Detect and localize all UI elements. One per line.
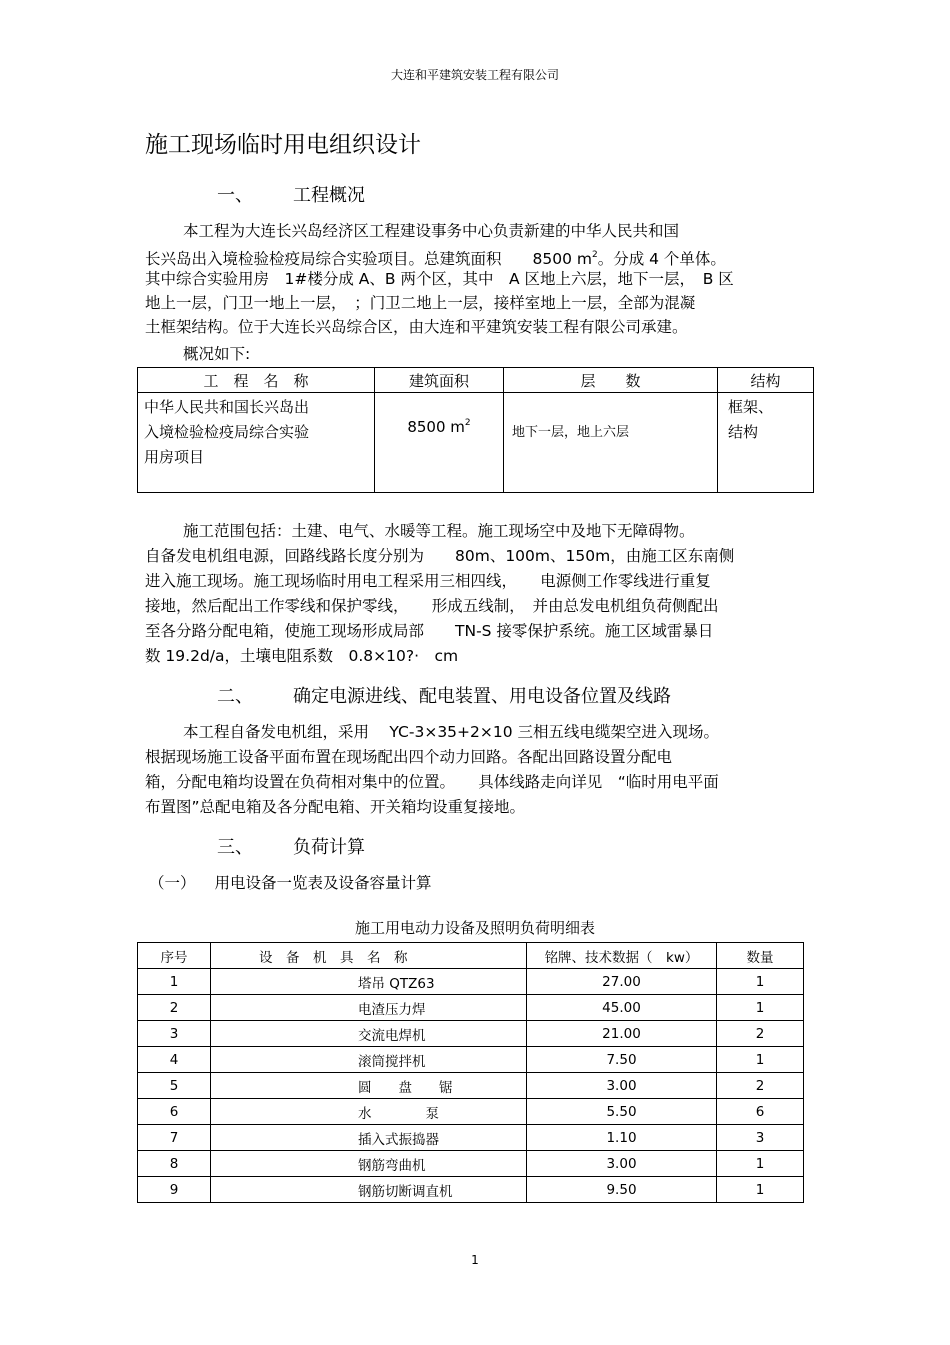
quantity-cell: 1 [717,1177,804,1203]
quantity-cell: 1 [717,995,804,1021]
table-row [138,969,804,995]
rating-cell: 3.00 [527,1151,717,1177]
section-title: 工程概况 [293,185,365,206]
area-cell [375,393,504,493]
overview-line: 地上一层，门卫一地上一层， ；门卫二地上一层，接样室地上一层，全部为混凝 [145,294,696,312]
quantity-cell: 6 [717,1099,804,1125]
structure-cell [718,393,814,493]
rating-cell: 45.00 [527,995,717,1021]
power-line: 根据现场施工设备平面布置在现场配出四个动力回路。各配出回路设置分配电 [145,748,673,766]
table-row [138,1125,804,1151]
power-line: 本工程自备发电机组，采用 YC-3×35+2×10 三相五线电缆架空进入现场。 [183,723,720,741]
row-number-cell: 5 [138,1073,211,1099]
row-number-cell: 7 [138,1125,211,1151]
quantity-cell: 2 [717,1073,804,1099]
power-line: 布置图”总配电箱及各分配电箱、开关箱均设重复接地。 [145,798,526,816]
project-overview-table [137,367,814,493]
quantity-cell: 1 [717,1151,804,1177]
rating-cell: 1.10 [527,1125,717,1151]
table-row [138,1099,804,1125]
cell-line: 框架、 [728,398,774,416]
scope-line: 施工范围包括：土建、电气、水暖等工程。施工现场空中及地下无障碍物。 [183,522,695,540]
section-title: 负荷计算 [293,837,365,858]
equipment-name-cell: 电渣压力焊 [211,995,527,1021]
rating-cell: 3.00 [527,1073,717,1099]
overview-text: 长兴岛出入境检验检疫局综合实验项目。总建筑面积 8500 m [145,250,592,268]
equipment-name-cell: 水 泵 [211,1099,527,1125]
project-name-cell [138,393,375,493]
scope-line: 接地，然后配出工作零线和保护零线， 形成五线制， 并由总发电机组负荷侧配出 [145,597,719,615]
area-value: 8500 m [407,418,465,436]
quantity-cell: 2 [717,1021,804,1047]
cell-line: 结构 [728,423,759,441]
equipment-name-cell: 圆 盘 锯 [211,1073,527,1099]
quantity-cell: 1 [717,1047,804,1073]
row-number-cell: 3 [138,1021,211,1047]
table-row [138,1073,804,1099]
scope-line: 至各分路分配电箱，使施工现场形成局部 TN-S 接零保护系统。施工区域雷暴日 [145,622,714,640]
page-header: 大连和平建筑安装工程有限公司 [390,68,559,82]
superscript: 2 [591,250,598,260]
table-header-row [138,943,804,969]
equipment-name-cell: 交流电焊机 [211,1021,527,1047]
table-row [138,393,814,493]
column-header: 序号 [138,943,211,969]
table-row [138,1151,804,1177]
equipment-name-cell: 滚筒搅拌机 [211,1047,527,1073]
rating-cell: 21.00 [527,1021,717,1047]
column-header: 建筑面积 [375,368,504,393]
equipment-name-cell: 插入式振捣器 [211,1125,527,1151]
scope-line: 自备发电机组电源，回路线路长度分别为 80m、100m、150m，由施工区东南侧 [145,547,735,565]
column-header: 结构 [718,368,814,393]
overview-line: 其中综合实验用房 1#楼分成 A、B 两个区，其中 A 区地上六层，地下一层， B 区 [145,270,734,288]
row-number-cell: 6 [138,1099,211,1125]
subsection-title: 用电设备一览表及设备容量计算 [214,874,432,892]
section-number: 一、 [217,185,253,206]
quantity-cell: 1 [717,969,804,995]
equipment-name-cell: 钢筋弯曲机 [211,1151,527,1177]
table-row [138,995,804,1021]
overview-line: 本工程为大连长兴岛经济区工程建设事务中心负责新建的中华人民共和国 [183,222,680,240]
rating-cell: 5.50 [527,1099,717,1125]
overview-line: 土框架结构。位于大连长兴岛综合区，由大连和平建筑安装工程有限公司承建。 [145,318,688,336]
equipment-name-cell: 塔吊 QTZ63 [211,969,527,995]
rating-cell: 27.00 [527,969,717,995]
column-header: 数量 [717,943,804,969]
equipment-load-table [137,942,804,1203]
subsection-number: （一） [149,874,196,892]
floors-cell: 地下一层，地上六层 [504,393,718,493]
cell-line: 用房项目 [144,448,205,466]
column-header: 工 程 名 称 [138,368,375,393]
overview-line: 概况如下: [183,345,251,363]
section-title: 确定电源进线、配电装置、用电设备位置及线路 [293,686,671,707]
section-number: 二、 [217,686,253,707]
quantity-cell: 3 [717,1125,804,1151]
scope-line: 数 19.2d/a，土壤电阻系数 0.8×10?· cm [145,647,459,665]
page-number: 1 [471,1253,479,1267]
table-header-row [138,368,814,393]
row-number-cell: 2 [138,995,211,1021]
row-number-cell: 8 [138,1151,211,1177]
cell-line: 入境检验检疫局综合实验 [144,423,310,441]
subsection-heading [149,871,431,893]
scope-line: 进入施工现场。施工现场临时用电工程采用三相四线， 电源侧工作零线进行重复 [145,572,711,590]
table-row [138,1047,804,1073]
table-row [138,1021,804,1047]
power-line: 箱，分配电箱均设置在负荷相对集中的位置。 具体线路走向详见 “临时用电平面 [145,773,719,791]
column-header: 层 数 [504,368,718,393]
table-row [138,1177,804,1203]
row-number-cell: 4 [138,1047,211,1073]
column-header: 铭牌、技术数据（ kw） [527,943,717,969]
rating-cell: 9.50 [527,1177,717,1203]
row-number-cell: 9 [138,1177,211,1203]
cell-line: 中华人民共和国长兴岛出 [144,398,310,416]
overview-text: 。分成 4 个单体。 [597,250,726,268]
superscript: 2 [464,418,471,428]
rating-cell: 7.50 [527,1047,717,1073]
row-number-cell: 1 [138,969,211,995]
table-caption: 施工用电动力设备及照明负荷明细表 [354,919,595,937]
column-header: 设 备 机 具 名 称 [211,943,527,969]
section-number: 三、 [217,837,253,858]
equipment-name-cell: 钢筋切断调直机 [211,1177,527,1203]
document-title: 施工现场临时用电组织设计 [145,132,421,158]
